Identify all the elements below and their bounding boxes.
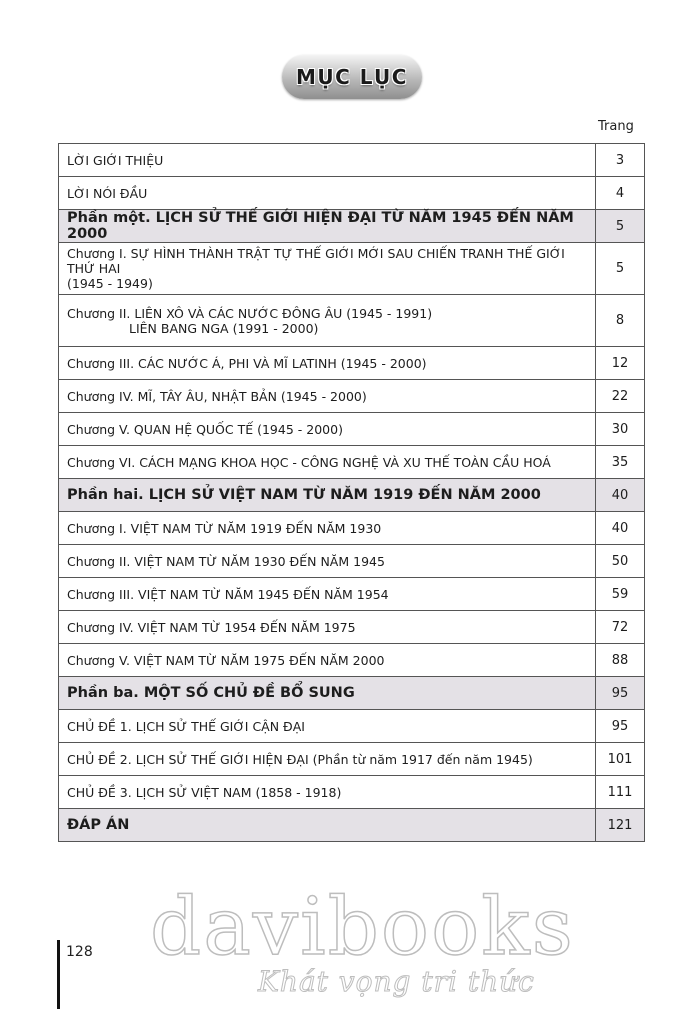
toc-row[interactable]: [59, 743, 645, 776]
toc-part-row[interactable]: [59, 210, 645, 243]
toc-title: Chương V. VIỆT NAM TỪ NĂM 1975 ĐẾN NĂM 2000: [59, 644, 596, 677]
toc-title: LỜI NÓI ĐẦU: [59, 177, 596, 210]
toc-title: Chương III. CÁC NƯỚC Á, PHI VÀ MĨ LATINH (1945 - 2000): [59, 347, 596, 380]
toc-title-cell: [59, 295, 596, 347]
toc-page: 95: [596, 710, 645, 743]
toc-row[interactable]: [59, 545, 645, 578]
toc-title: Chương VI. CÁCH MẠNG KHOA HỌC - CÔNG NGHỆ VÀ XU THẾ TOÀN CẦU HOÁ: [59, 446, 596, 479]
toc-page: 22: [596, 380, 645, 413]
toc-table: [58, 143, 645, 842]
toc-page: 3: [596, 144, 645, 177]
toc-page: 4: [596, 177, 645, 210]
toc-part-title: ĐÁP ÁN: [59, 809, 596, 842]
toc-row[interactable]: [59, 295, 645, 347]
toc-row[interactable]: [59, 380, 645, 413]
toc-part-row[interactable]: [59, 809, 645, 842]
title-badge: [282, 55, 422, 99]
toc-page: 50: [596, 545, 645, 578]
toc-row[interactable]: [59, 177, 645, 210]
toc-page: 5: [596, 243, 645, 295]
page-number: 128: [66, 944, 93, 960]
toc-row[interactable]: [59, 578, 645, 611]
toc-row[interactable]: [59, 512, 645, 545]
toc-title: Chương II. VIỆT NAM TỪ NĂM 1930 ĐẾN NĂM 1945: [59, 545, 596, 578]
toc-title-continued: (1945 - 1949): [67, 276, 153, 291]
watermark-tagline: Khát vọng tri thức: [258, 965, 535, 998]
toc-row[interactable]: [59, 413, 645, 446]
toc-title-continued: LIÊN BANG NGA (1991 - 2000): [129, 320, 319, 336]
toc-page: 59: [596, 578, 645, 611]
toc-title: CHỦ ĐỀ 1. LỊCH SỬ THẾ GIỚI CẬN ĐẠI: [59, 710, 596, 743]
toc-title: Chương V. QUAN HỆ QUỐC TẾ (1945 - 2000): [59, 413, 596, 446]
toc-page: 12: [596, 347, 645, 380]
toc-page: 30: [596, 413, 645, 446]
toc-page: 8: [596, 295, 645, 347]
toc-page: 111: [596, 776, 645, 809]
page-column-label: Trang: [598, 119, 634, 134]
toc-page: 72: [596, 611, 645, 644]
toc-page: 35: [596, 446, 645, 479]
toc-part-row[interactable]: [59, 479, 645, 512]
toc-row[interactable]: [59, 611, 645, 644]
toc-page: 101: [596, 743, 645, 776]
toc-part-title: Phần ba. MỘT SỐ CHỦ ĐỀ BỔ SUNG: [59, 677, 596, 710]
toc-page: 5: [596, 210, 645, 243]
toc-page: 95: [596, 677, 645, 710]
toc-title-cell: [59, 243, 596, 295]
toc-page: 40: [596, 512, 645, 545]
toc-title: Chương I. VIỆT NAM TỪ NĂM 1919 ĐẾN NĂM 1930: [59, 512, 596, 545]
toc-row[interactable]: [59, 347, 645, 380]
toc-row[interactable]: [59, 710, 645, 743]
toc-row[interactable]: [59, 776, 645, 809]
toc-page: 88: [596, 644, 645, 677]
toc-page: 121: [596, 809, 645, 842]
toc-part-row[interactable]: [59, 677, 645, 710]
toc-title: Chương III. VIỆT NAM TỪ NĂM 1945 ĐẾN NĂM 1954: [59, 578, 596, 611]
toc-part-title: Phần một. LỊCH SỬ THẾ GIỚI HIỆN ĐẠI TỪ NĂM 1945 ĐẾN NĂM 2000: [59, 210, 596, 243]
toc-title: Chương II. LIÊN XÔ VÀ CÁC NƯỚC ĐÔNG ÂU (1945 - 1991): [67, 305, 433, 321]
toc-title: Chương IV. VIỆT NAM TỪ 1954 ĐẾN NĂM 1975: [59, 611, 596, 644]
margin-bar: [57, 940, 60, 1009]
toc-part-title: Phần hai. LỊCH SỬ VIỆT NAM TỪ NĂM 1919 ĐẾN NĂM 2000: [59, 479, 596, 512]
toc-title: Chương IV. MĨ, TÂY ÂU, NHẬT BẢN (1945 - 2000): [59, 380, 596, 413]
toc-row[interactable]: [59, 243, 645, 295]
toc-title: CHỦ ĐỀ 3. LỊCH SỬ VIỆT NAM (1858 - 1918): [59, 776, 596, 809]
toc-title: LỜI GIỚI THIỆU: [59, 144, 596, 177]
watermark-logo: davibooks: [150, 880, 575, 973]
toc-row[interactable]: [59, 644, 645, 677]
toc-page: 40: [596, 479, 645, 512]
page-title: MỤC LỤC: [296, 65, 408, 89]
toc-title: Chương I. SỰ HÌNH THÀNH TRẬT TỰ THẾ GIỚI MỚI SAU CHIẾN TRANH THẾ GIỚI THỨ HAI: [67, 246, 565, 276]
toc-row[interactable]: [59, 144, 645, 177]
toc-row[interactable]: [59, 446, 645, 479]
toc-title: CHỦ ĐỀ 2. LỊCH SỬ THẾ GIỚI HIỆN ĐẠI (Phần từ năm 1917 đến năm 1945): [59, 743, 596, 776]
